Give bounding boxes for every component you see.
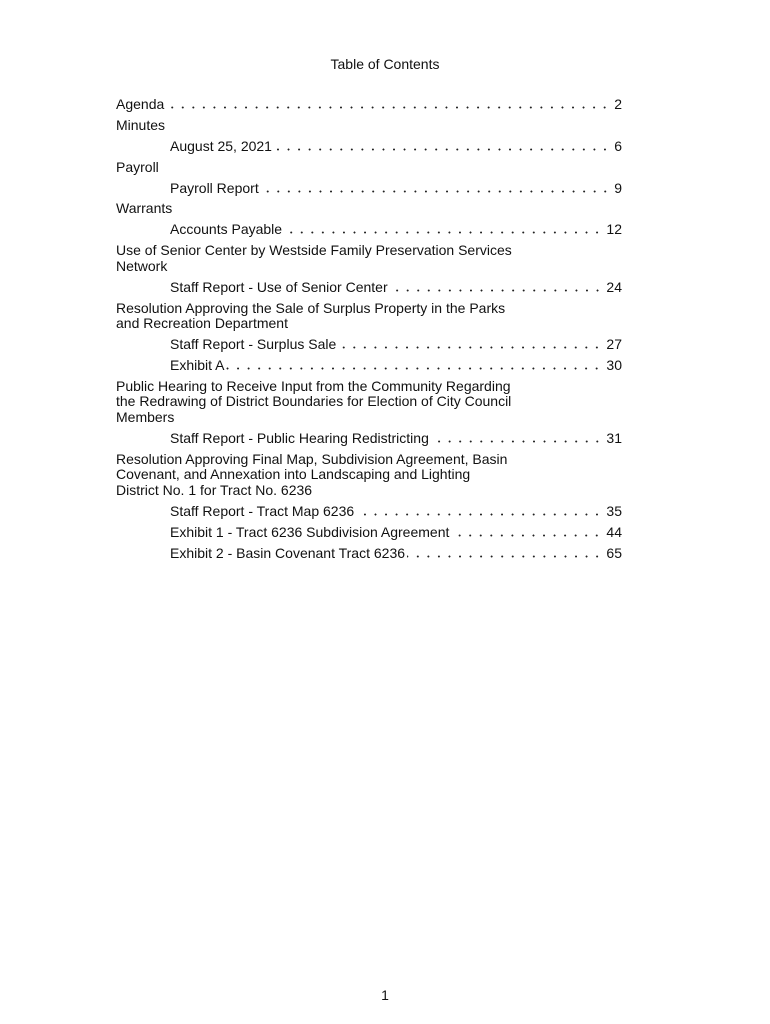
toc-subentry[interactable] bbox=[116, 280, 622, 296]
dot-leader bbox=[431, 433, 603, 443]
dot-leader bbox=[284, 224, 602, 234]
toc-entry-label: Staff Report - Use of Senior Center bbox=[170, 278, 388, 295]
toc-entry-label: Staff Report - Tract Map 6236 bbox=[170, 502, 355, 519]
toc-subentry[interactable] bbox=[116, 181, 622, 197]
toc-subentry[interactable] bbox=[116, 139, 622, 155]
toc-entry bbox=[116, 301, 622, 332]
toc-entry-label: District No. 1 for Tract No. 6236 bbox=[116, 482, 313, 499]
document-title: Table of Contents bbox=[330, 56, 440, 72]
toc-entry-label: August 25, 2021 bbox=[170, 137, 272, 154]
toc-subentry[interactable] bbox=[116, 358, 622, 374]
table-of-contents bbox=[116, 97, 622, 567]
toc-entry-label: the Redrawing of District Boundaries for Election of City Council bbox=[116, 393, 512, 410]
dot-leader bbox=[407, 548, 602, 558]
toc-entry-label: and Recreation Department bbox=[116, 315, 288, 332]
toc-entry-label: Resolution Approving Final Map, Subdivision Agreement, Basin bbox=[116, 450, 508, 467]
toc-entry bbox=[116, 118, 622, 134]
toc-page-number: 44 bbox=[606, 523, 622, 540]
toc-entry-row[interactable] bbox=[170, 431, 622, 447]
toc-subentry[interactable] bbox=[116, 525, 622, 541]
toc-page-number: 6 bbox=[614, 137, 622, 154]
toc-entry-label: Accounts Payable bbox=[170, 221, 283, 238]
toc-entry-label: Members bbox=[116, 409, 175, 426]
toc-entry bbox=[116, 452, 622, 499]
toc-page-number: 27 bbox=[606, 336, 622, 353]
toc-entry-label: Public Hearing to Receive Input from the Community Regarding bbox=[116, 377, 511, 394]
toc-entry-label: Minutes bbox=[116, 116, 166, 133]
toc-entry-row[interactable] bbox=[170, 139, 622, 155]
toc-page-number: 31 bbox=[606, 429, 622, 446]
toc-page-number: 12 bbox=[606, 221, 622, 238]
toc-entry-label: Exhibit A bbox=[170, 356, 225, 373]
toc-entry-row[interactable] bbox=[170, 337, 622, 353]
toc-entry-row[interactable] bbox=[170, 222, 622, 238]
toc-entry-label: Staff Report - Surplus Sale bbox=[170, 336, 337, 353]
toc-page-number: 30 bbox=[606, 356, 622, 373]
dot-leader bbox=[166, 99, 610, 109]
dot-leader bbox=[261, 183, 611, 193]
toc-entry-label: Staff Report - Public Hearing Redistricting bbox=[170, 429, 429, 446]
toc-subentry[interactable] bbox=[116, 222, 622, 238]
toc-subentry[interactable] bbox=[116, 337, 622, 353]
page-number: 1 bbox=[381, 987, 389, 1003]
toc-entry bbox=[116, 201, 622, 217]
dot-leader bbox=[356, 506, 602, 516]
dot-leader bbox=[451, 527, 602, 537]
toc-page-number: 24 bbox=[606, 278, 622, 295]
toc-entry-label: Exhibit 2 - Basin Covenant Tract 6236 bbox=[170, 544, 406, 561]
toc-entry-row[interactable] bbox=[170, 280, 622, 296]
toc-entry-label: Resolution Approving the Sale of Surplus Property in the Parks bbox=[116, 299, 506, 316]
toc-subentry[interactable] bbox=[116, 546, 622, 562]
dot-leader bbox=[226, 360, 602, 370]
toc-entry-label: Network bbox=[116, 257, 168, 274]
toc-entry-row[interactable] bbox=[170, 504, 622, 520]
toc-entry-label: Agenda bbox=[116, 96, 165, 112]
toc-entry[interactable] bbox=[116, 97, 622, 113]
toc-page-number: 35 bbox=[606, 502, 622, 519]
dot-leader bbox=[338, 339, 602, 349]
toc-page-number: 65 bbox=[606, 544, 622, 561]
toc-entry bbox=[116, 379, 622, 426]
toc-entry-row[interactable] bbox=[170, 525, 622, 541]
toc-entry-row[interactable] bbox=[116, 97, 622, 113]
toc-entry-label: Warrants bbox=[116, 200, 173, 217]
toc-page-number: 2 bbox=[614, 96, 622, 112]
toc-entry-label: Covenant, and Annexation into Landscaping and Lighting bbox=[116, 466, 471, 483]
toc-entry-row[interactable] bbox=[170, 358, 622, 374]
toc-entry-label: Payroll Report bbox=[170, 179, 259, 196]
toc-subentry[interactable] bbox=[116, 504, 622, 520]
toc-entry-label: Use of Senior Center by Westside Family Preservation Services bbox=[116, 242, 512, 259]
toc-subentry[interactable] bbox=[116, 431, 622, 447]
toc-entry-row[interactable] bbox=[170, 181, 622, 197]
dot-leader bbox=[390, 282, 603, 292]
dot-leader bbox=[274, 141, 610, 151]
toc-page-number: 9 bbox=[614, 179, 622, 196]
toc-entry-label: Exhibit 1 - Tract 6236 Subdivision Agreement bbox=[170, 523, 450, 540]
toc-entry-row[interactable] bbox=[170, 546, 622, 562]
toc-entry bbox=[116, 160, 622, 176]
toc-entry-label: Payroll bbox=[116, 158, 159, 175]
toc-entry bbox=[116, 243, 622, 274]
